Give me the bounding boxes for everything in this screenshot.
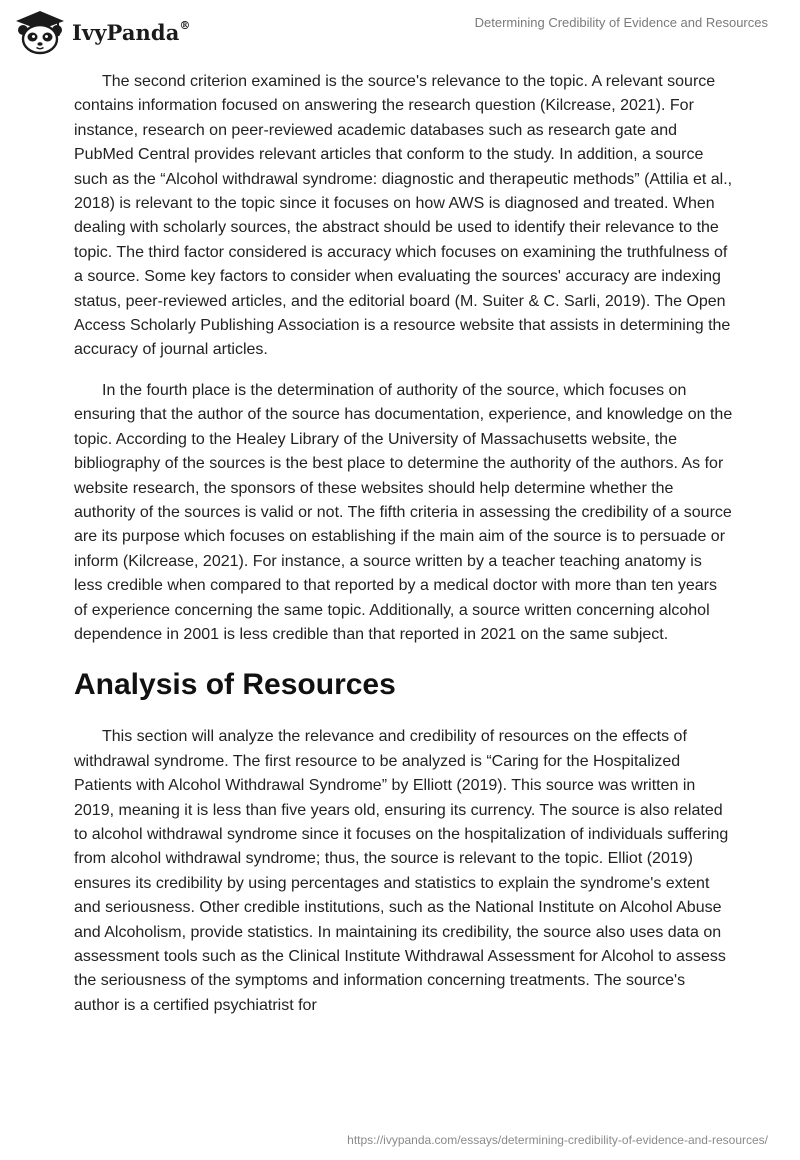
panda-graduate-icon [14, 9, 66, 55]
paragraph-analysis-first-resource: This section will analyze the relevance and credibility of resources on the effects of withdrawal syndrome. The first resource to be analyzed is “Caring for the Hospitalized Patients with Alcohol Withdrawal Syndrome” by Elliott (2019). This source was written in 2019, meaning it is less than five years old, ensuring its currency. The source is also related to alcohol withdrawal syndrome since it focuses on the hospitalization of individuals suffering from alcohol withdrawal syndrome; thus, the source is relevant to the topic. Elliot (2019) ensures its credibility by using percentages and statistics to explain the syndrome's extent and seriousness. Other credible institutions, such as the National Institute on Alcohol Abuse and Alcoholism, provide statistics. In maintaining its credibility, the source also uses data on assessment tools such as the Clinical Institute Withdrawal Assessment for Alcohol to assess the seriousness of the symptoms and information concerning treatments. The source's author is a certified psychiatrist for [74, 728, 729, 1014]
paragraph-relevance-accuracy: The second criterion examined is the source's relevance to the topic. A relevant source contains information focused on answering the research question (Kilcrease, 2021). For instance, research on peer-reviewed academic databases such as research gate and PubMed Central provides relevant articles that conform to the study. In addition, a source such as the “Alcohol withdrawal syndrome: diagnostic and therapeutic methods” (Attilia et al., 2018) is relevant to the topic since it focuses on how AWS is diagnosed and treated. When dealing with scholarly sources, the abstract should be used to identify their relevance to the topic. The third factor considered is accuracy which focuses on examining the truthfulness of a source. Some key factors to consider when evaluating the sources' accuracy are indexing status, peer-reviewed articles, and the editorial board (M. Suiter & C. Sarli, 2019). The Open Access Scholarly Publishing Association is a resource website that assists in determining the accuracy of journal articles. [74, 73, 733, 359]
document-title: Determining Credibility of Evidence and Resources [474, 15, 768, 30]
footer-source-url[interactable]: https://ivypanda.com/essays/determining-credibility-of-evidence-and-resources/ [347, 1133, 768, 1147]
paragraph-authority-purpose: In the fourth place is the determination of authority of the source, which focuses on ensuring that the author of the source has documentation, experience, and knowledge on the topic. According to the Healey Library of the University of Massachusetts website, the bibliography of the sources is the best place to determine the authority of the authors. As for website research, the sponsors of these websites should help determine whether the authority of the sources is valid or not. The fifth criteria in assessing the credibility of a source are its purpose which focuses on establishing if the main aim of the source is to persuade or inform (Kilcrease, 2021). For instance, a source written by a teacher teaching anatomy is less credible when compared to that reported by a medical doctor with more than ten years of experience concerning the same topic. Additionally, a source written concerning alcohol dependence in 2001 is less credible than that reported in 2021 on the same subject. [74, 381, 733, 643]
section-heading-analysis: Analysis of Resources [74, 668, 396, 702]
page-header [0, 0, 800, 60]
ivypanda-logo[interactable] [14, 8, 191, 56]
essay-content [74, 70, 734, 1034]
brand-name: IvyPanda® [72, 18, 191, 45]
